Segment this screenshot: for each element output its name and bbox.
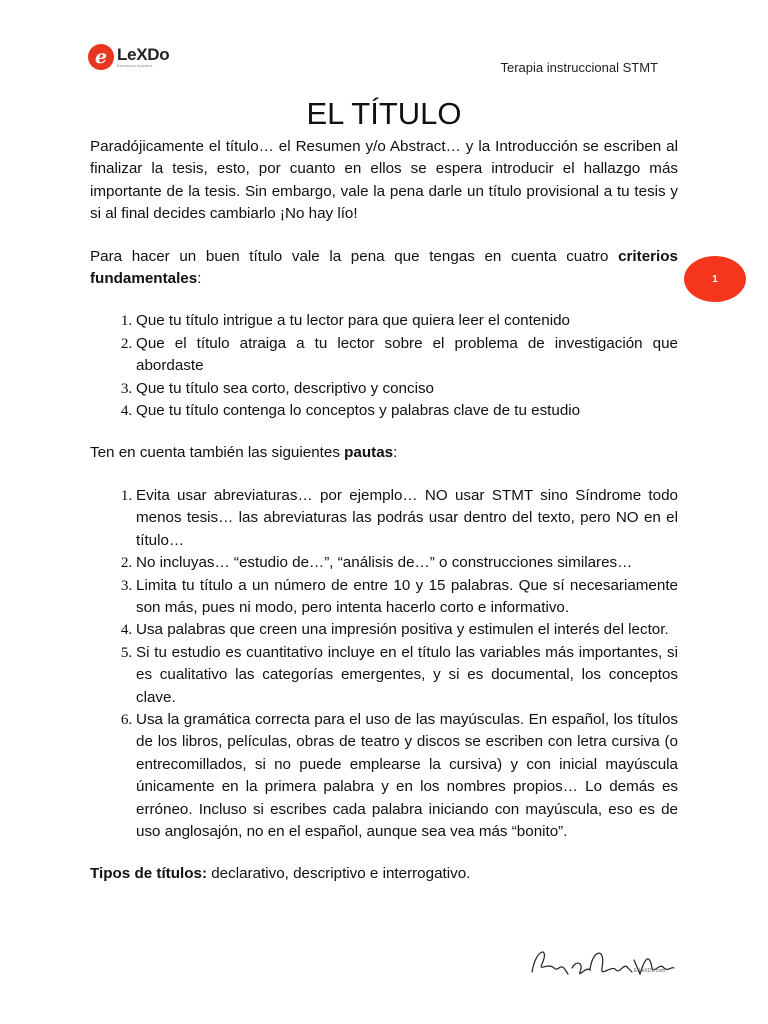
guideline-item: 1. Evita usar abreviaturas… por ejemplo… NO usar STMT sino Síndrome todo menos tesis… las abreviaturas las podrás usar dentro del texto, pero NO en el título…	[136, 485, 678, 552]
title-types-text: declarativo, descriptivo e interrogativo.	[207, 865, 471, 883]
criteria-item: 3. Que tu título sea corto, descriptivo y conciso	[136, 378, 678, 400]
criteria-item: 1. Que tu título intrigue a tu lector para que quiera leer el contenido	[136, 310, 678, 332]
guidelines-intro-text: Ten en cuenta también las siguientes	[90, 444, 345, 462]
logo	[88, 44, 169, 70]
criteria-item: 2. Que el título atraiga a tu lector sobre el problema de investigación que abordaste	[136, 333, 678, 378]
guideline-item: 3. Limita tu título a un número de entre 10 y 15 palabras. Que sí necesariamente son más, pues ni modo, pero intenta hacerlo corto e informativo.	[136, 575, 678, 620]
header-text: Terapia instruccional STMT	[500, 60, 658, 75]
guidelines-intro-bold: pautas	[344, 444, 394, 462]
criteria-intro-colon: :	[197, 270, 202, 288]
guideline-item: 4. Usa palabras que creen una impresión positiva y estimulen el interés del lector.	[136, 619, 678, 641]
title-types-label: Tipos de títulos:	[90, 865, 207, 883]
signature-caption: E-LeXDo.com	[634, 968, 666, 974]
logo-subtitle: Educación Inclusiva	[117, 63, 153, 68]
logo-text	[117, 46, 169, 68]
criteria-intro	[90, 246, 678, 291]
guidelines-list	[90, 485, 678, 844]
signature-image	[528, 938, 678, 986]
logo-mark: e	[88, 44, 114, 70]
guidelines-intro	[90, 442, 678, 464]
criteria-intro-text: Para hacer un buen título vale la pena que tengas en cuenta cuatro	[90, 247, 619, 265]
logo-name: LeXDo	[117, 45, 170, 64]
criteria-item: 4. Que tu título contenga lo conceptos y palabras clave de tu estudio	[136, 400, 678, 422]
document-body	[90, 136, 678, 906]
guideline-item: 2. No incluyas… “estudio de…”, “análisis de…” o construcciones similares…	[136, 552, 678, 574]
guidelines-intro-colon: :	[393, 444, 398, 462]
guideline-item: 6. Usa la gramática correcta para el uso de las mayúsculas. En español, los títulos de los libros, películas, obras de teatro y discos se escriben con letra cursiva (o entrecomillados, si no puede emplearse la cursiva) y con inicial mayúscula únicamente en la primera palabra y en los nombres propios… Lo demás es erróneo. Incluso si escribes cada palabra iniciando con mayúscula, eso es de uso anglosajón, no en el español, aunque sea vea más “bonito”.	[136, 709, 678, 843]
page-title: EL TÍTULO	[306, 96, 462, 131]
annotation-badge[interactable]: 1	[684, 256, 746, 302]
title-types	[90, 863, 678, 885]
criteria-list	[90, 310, 678, 422]
guideline-item: 5. Si tu estudio es cuantitativo incluye en el título las variables más importantes, si es cualitativo las categorías emergentes, y si es documental, los conceptos clave.	[136, 642, 678, 709]
intro-paragraph: Paradójicamente el título… el Resumen y/o Abstract… y la Introducción se escriben al finalizar la tesis, esto, por cuanto en ellos se espera introducir el hallazgo más importante de la tesis. Sin embargo, vale la pena darle un título provisional a tu tesis y si al final decides cambiarlo ¡No hay lío!	[90, 138, 678, 223]
criteria-intro-bold: criterios fundamentales	[90, 247, 678, 288]
